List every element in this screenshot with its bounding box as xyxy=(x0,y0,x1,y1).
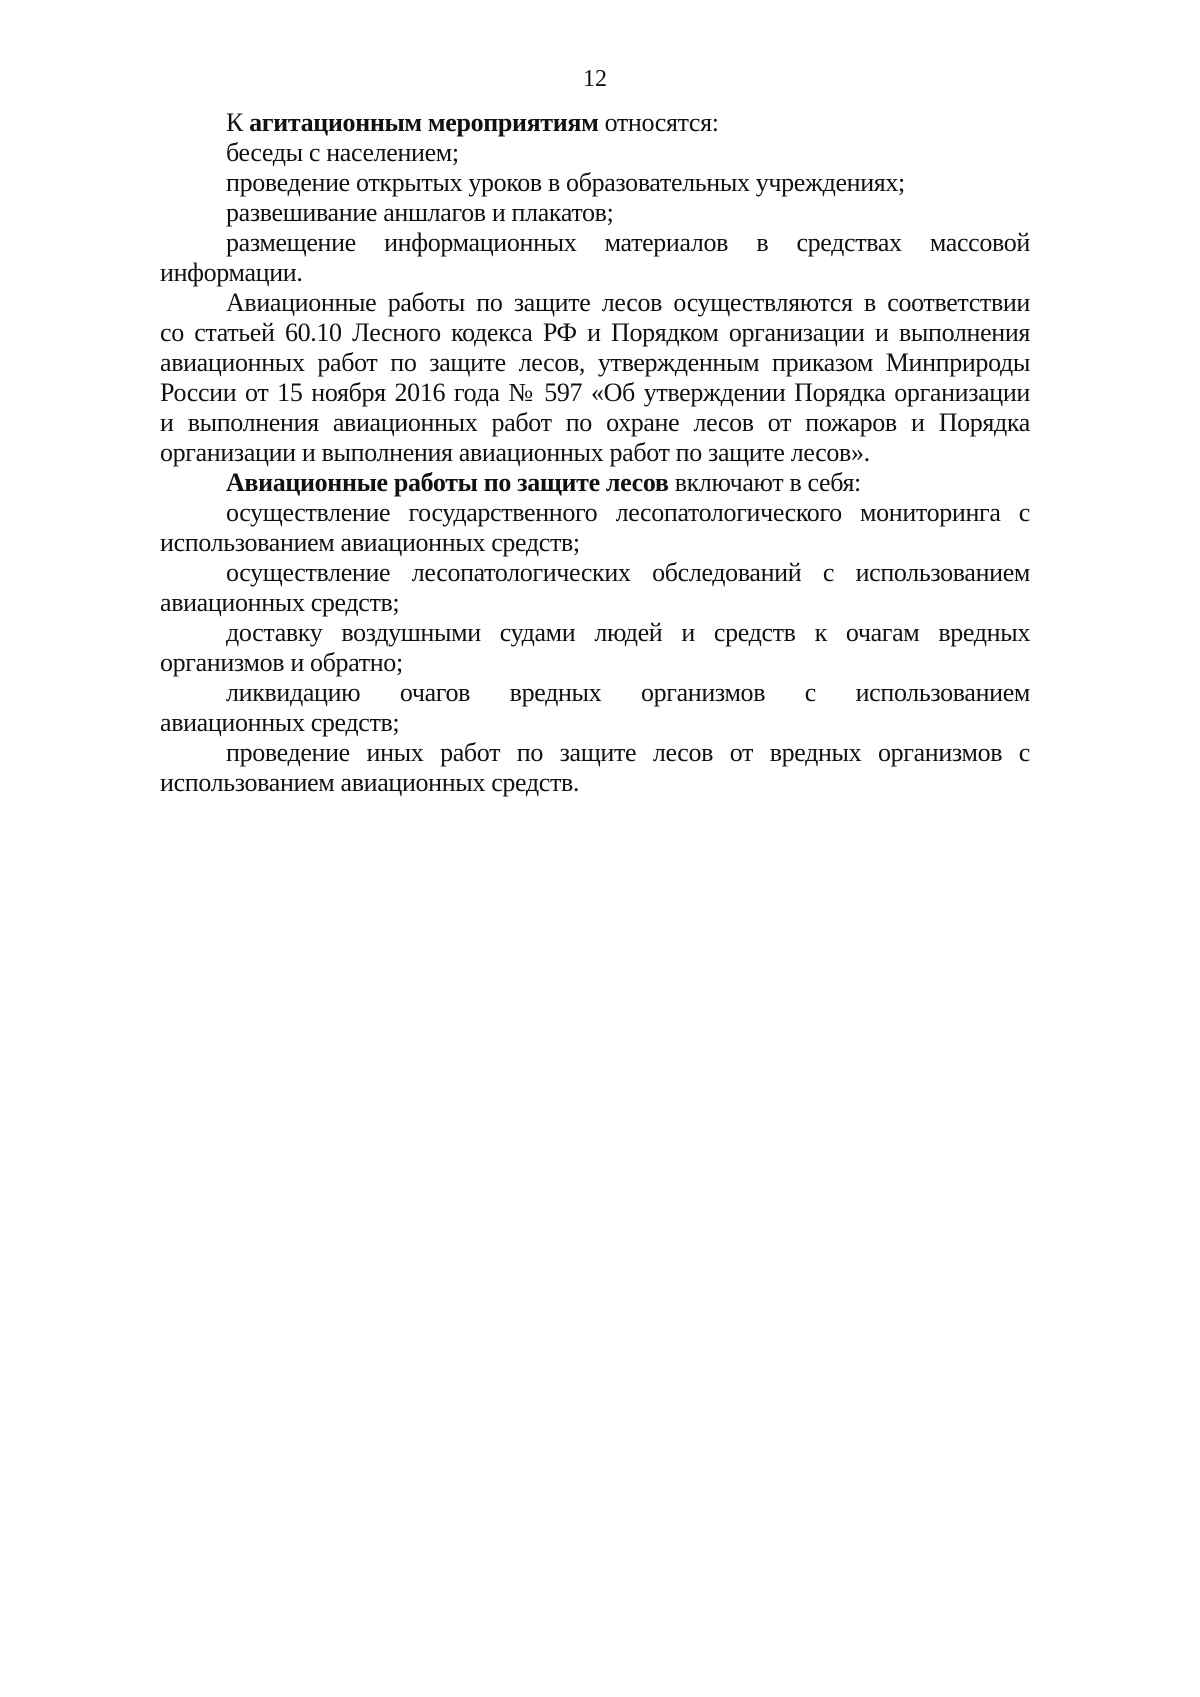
list-item: осуществление государственного лесопатологического мониторинга с xyxy=(226,498,1030,527)
bold-term: Авиационные работы по защите лесов xyxy=(226,468,669,497)
text: относятся: xyxy=(598,108,719,137)
paragraph-aviation-heading xyxy=(160,468,1030,498)
paragraph-line: организации и выполнения авиационных работ по защите лесов». xyxy=(160,438,870,467)
text: включают в себя: xyxy=(668,468,861,497)
list-item: размещение информационных материалов в средствах массовой xyxy=(226,228,1030,257)
list-item: беседы с населением; xyxy=(226,138,459,167)
bold-term: агитационным мероприятиям xyxy=(249,108,599,137)
paragraph-agitation-heading xyxy=(160,108,1030,138)
list-item: проведение иных работ по защите лесов от вредных организмов с xyxy=(226,738,1030,767)
paragraph-line: авиационных работ по защите лесов, утвержденным приказом Минприроды xyxy=(160,348,1030,377)
list-item: доставку воздушными судами людей и средств к очагам вредных xyxy=(226,618,1030,647)
paragraph-line: России от 15 ноября 2016 года № 597 «Об утверждении Порядка организации xyxy=(160,378,1030,407)
list-item: проведение открытых уроков в образовательных учреждениях; xyxy=(226,168,905,197)
list-item-cont: использованием авиационных средств; xyxy=(160,528,580,557)
list-item: осуществление лесопатологических обследований с использованием xyxy=(226,558,1030,587)
list-item-cont: использованием авиационных средств. xyxy=(160,768,580,797)
list-item-cont: авиационных средств; xyxy=(160,588,400,617)
paragraph-line: со статьей 60.10 Лесного кодекса РФ и Порядком организации и выполнения xyxy=(160,318,1030,347)
list-item: развешивание аншлагов и плакатов; xyxy=(226,198,614,227)
paragraph-line: и выполнения авиационных работ по охране лесов от пожаров и Порядка xyxy=(160,408,1030,437)
list-item-cont: организмов и обратно; xyxy=(160,648,403,677)
document-body xyxy=(160,108,1030,798)
list-item: ликвидацию очагов вредных организмов с использованием xyxy=(226,678,1030,707)
paragraph-line: Авиационные работы по защите лесов осуществляются в соответствии xyxy=(226,288,1030,317)
page-number: 12 xyxy=(583,66,607,92)
list-item-cont: информации. xyxy=(160,258,303,287)
text: К xyxy=(226,108,250,137)
list-item-cont: авиационных средств; xyxy=(160,708,400,737)
